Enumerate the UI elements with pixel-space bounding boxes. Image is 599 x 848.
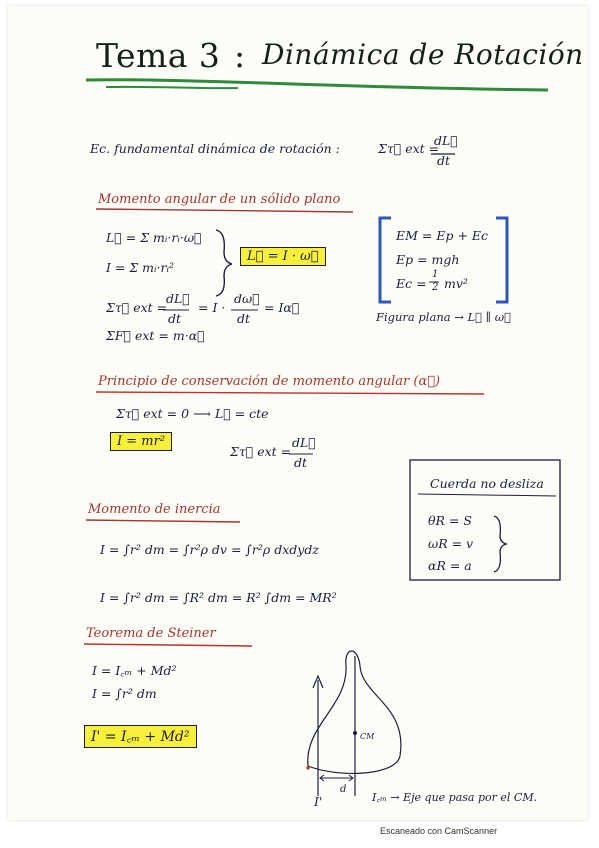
cuerda-line2: ωR = v: [428, 536, 474, 551]
intro-text: Ec. fundamental dinámica de rotación :: [90, 141, 340, 156]
eq-conservation: Στ⃗ ext = 0 ⟶ L⃗ = cte: [116, 406, 269, 421]
diagram-cm-label: CM: [360, 732, 375, 741]
figura-plana-note: Figura plana → L⃗ ∥ ω⃗: [376, 310, 511, 324]
eq-torque-den1: dt: [168, 311, 182, 326]
title-tema: Tema 3: [96, 36, 221, 75]
energy-mechanical: EM = Ep + Ec: [396, 228, 489, 243]
cuerda-box: [410, 460, 560, 580]
title-underline: [86, 80, 548, 90]
eq-inertia-integral: I = ∫r² dm = ∫r²ρ dv = ∫r²ρ dxdydz: [100, 542, 319, 557]
cuerda-line3: αR = a: [428, 558, 472, 573]
title-topic: Dinámica de Rotación: [262, 38, 584, 71]
diagram-d-label: d: [340, 784, 347, 795]
intro-lhs: Στ⃗ ext =: [378, 141, 440, 156]
result-steiner: I' = I꜀ₘ + Md²: [84, 725, 197, 748]
eq-conservation-den: dt: [294, 455, 308, 470]
energy-kinetic-lhs: Ec =: [396, 276, 427, 291]
energy-kinetic-rhs: mv²: [444, 276, 468, 291]
eq-inertia-def: I = ∫r² dm: [92, 686, 157, 701]
cm-point: [353, 731, 357, 735]
brace: [216, 230, 232, 296]
energy-kinetic-den: 2: [432, 282, 439, 293]
eq-torque-den2: dt: [237, 311, 251, 326]
eq-torque-lhs: Στ⃗ ext =: [106, 300, 168, 315]
eq-torque-num2: dω⃗: [234, 291, 260, 306]
title-colon: :: [234, 36, 246, 75]
eq-inertia-sum: I = Σ mᵢ·rᵢ²: [106, 260, 175, 275]
eq-torque-mid: = I ·: [198, 300, 226, 315]
heading-steiner: Teorema de Steiner: [86, 626, 216, 641]
eq-conservation-num: dL⃗: [292, 435, 316, 450]
eq-conservation-lhs: Στ⃗ ext =: [230, 444, 292, 459]
eq-inertia-ring: I = ∫r² dm = ∫R² dm = R² ∫dm = MR²: [100, 590, 337, 605]
scanned-page: [8, 6, 588, 820]
energy-kinetic-num: 1: [432, 269, 439, 280]
eq-torque-end: = Iα⃗: [264, 300, 300, 315]
energy-potential: Ep = mgh: [396, 252, 460, 267]
heading-inercia: Momento de inercia: [88, 502, 221, 517]
heading-momento-angular: Momento angular de un sólido plano: [98, 192, 341, 207]
eq-steiner: I = I꜀ₘ + Md²: [92, 663, 177, 678]
cuerda-title: Cuerda no desliza: [430, 476, 544, 491]
result-L-I-omega: L⃗ = I · ω⃗: [240, 247, 326, 266]
diagram-caption: I꜀ₘ → Eje que pasa por el CM.: [372, 791, 538, 804]
diagram-iprime-label: I': [314, 794, 323, 809]
footer-watermark: Escaneado con CamScanner: [380, 826, 498, 836]
eq-angular-momentum: L⃗ = Σ mᵢ·rᵢ·ω⃗: [106, 230, 202, 245]
energy-bracket-left: [380, 218, 391, 302]
cuerda-line1: θR = S: [428, 513, 472, 528]
eq-torque-num1: dL⃗: [166, 291, 190, 306]
handwritten-strokes: [8, 6, 588, 820]
body-outline: [308, 651, 401, 773]
result-I-mr2: I = mr²: [110, 432, 172, 451]
intro-numerator: dL⃗: [434, 133, 458, 148]
intro-denominator: dt: [437, 153, 451, 168]
energy-bracket-right: [496, 218, 507, 302]
heading-conservacion: Principio de conservación de momento angular (α⃗): [98, 374, 441, 389]
eq-force: ΣF⃗ ext = m·α⃗: [106, 328, 205, 343]
